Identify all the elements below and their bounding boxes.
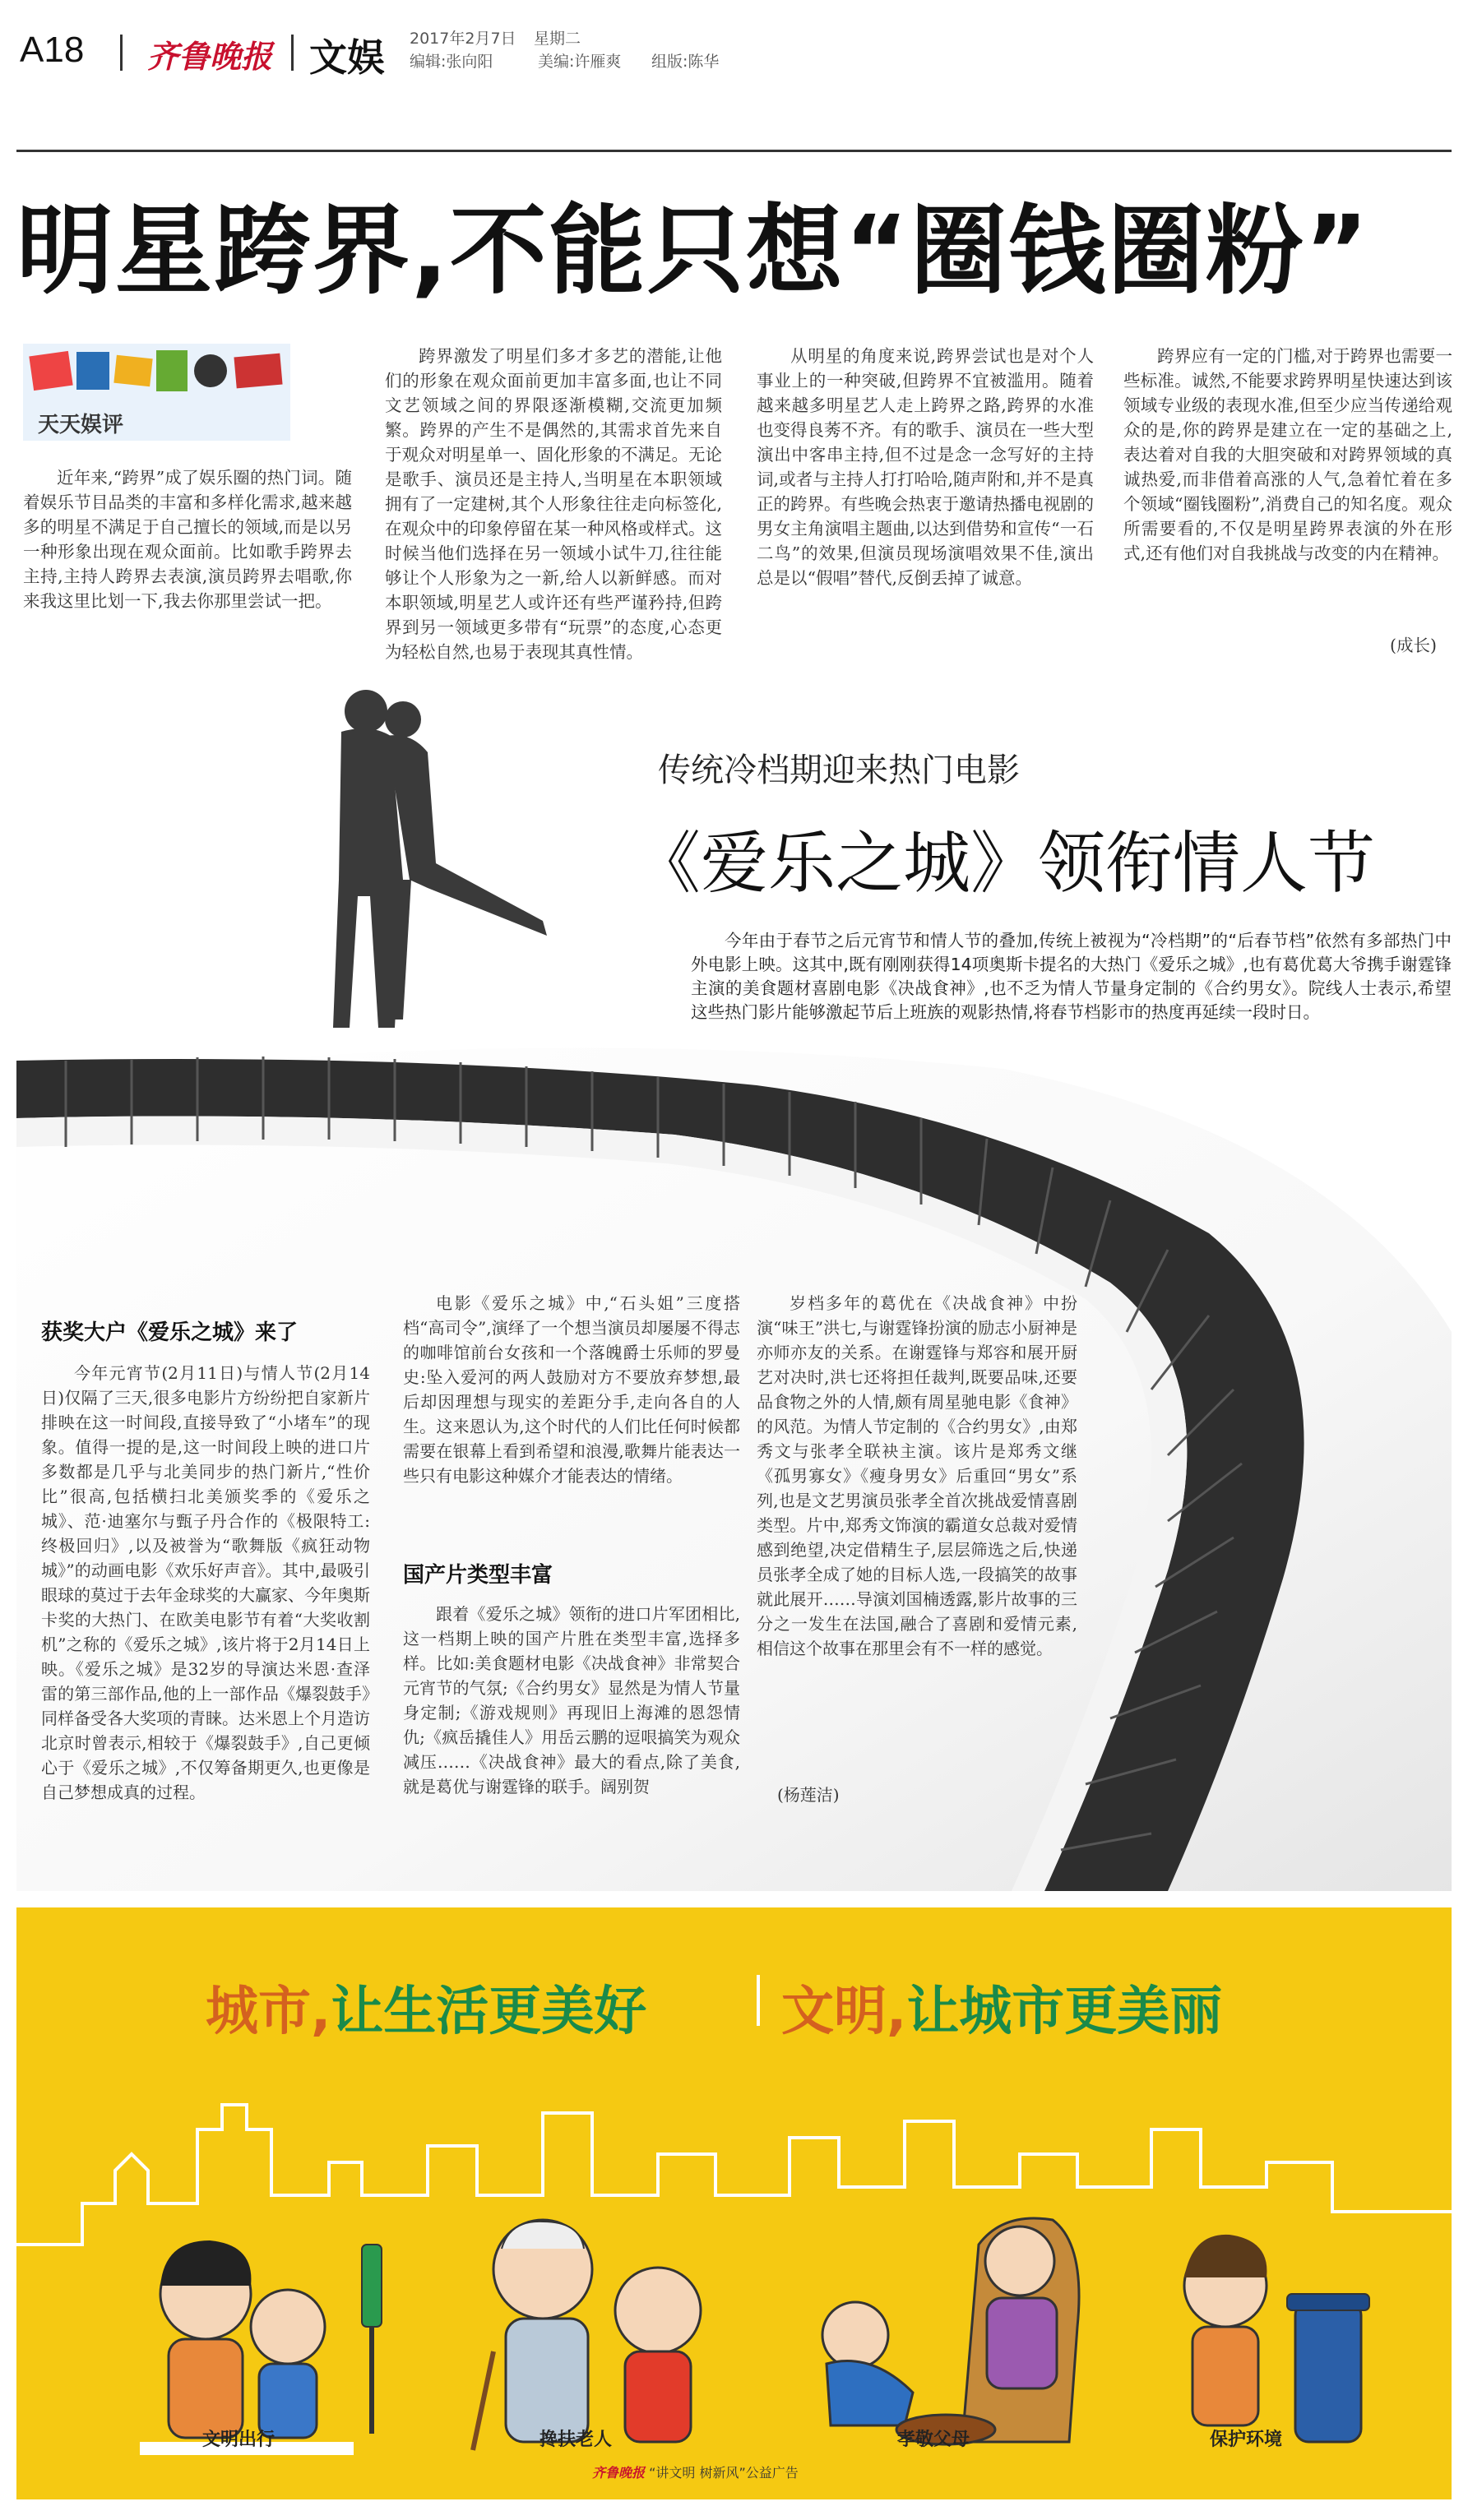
column-text-4: 跨界应有一定的门槛,对于跨界也需要一些标准。诚然,不能要求跨界明星快速达到该领域专业级的表现水准,但至少应当传递给观众的是,你的跨界是建立在一定的基础之上,表达着对自我的大胆突破和对跨界领域的真诚热爱,而非借着高涨的人气,急着忙着在多个领域“圈钱圈粉”,消费自己的知名度。观众所需要看的,不仅是明星跨界表演的外在形式,还有他们对自我挑战与改变的内在精神。 <box>1123 346 1452 563</box>
column-text-3: 从明星的角度来说,跨界尝试也是对个人事业上的一种突破,但跨界不宜被滥用。随着越来越多明星艺人走上跨界之路,跨界的水准也变得良莠不齐。有的歌手、演员在一些大型演出中客串主持,但不过是念一念写好的主持词,或者与主持人打打哈哈,随声附和,并不是真正的跨界。有些晚会热衷于邀请热播电视剧的男女主角演唱主题曲,以达到借势和宣传“一石二鸟”的效果,但演员现场演唱效果不佳,演出总是以“假唱”替代,反倒丢掉了诚意。 <box>757 346 1094 588</box>
column-author: (成长) <box>1390 636 1437 655</box>
feature-title: 《爱乐之城》领衔情人节 <box>633 825 1376 903</box>
section-title: 文娱 <box>309 35 385 80</box>
column-text-2: 跨界激发了明星们多才多艺的潜能,让他们的形象在观众面前更加丰富多面,也让不同文艺领域之间的界限逐渐模糊,交流更加频繁。跨界的产生不是偶然的,其需求首先来自于观众对明星单一、固化形象的不满足。无论是歌手、演员还是主持人,当明星在本职领域拥有了一定建树,其个人形象往往走向标签化,在观众中的印象停留在某一种风格或样式。这时候当他们选择在另一领域小试牛刀,往往能够让个人形象为之一新,给人以新鲜感。而对本职领域,明星艺人或许还有些严谨矜持,但跨界到另一领域更多带有“玩票”的态度,心态更为轻松自然,也易于表现其真性情。 <box>385 346 722 662</box>
ad-slogan-left: 城市,让生活更美好 <box>206 1981 647 2042</box>
page-number: A18 <box>20 30 85 70</box>
ad-caption: 孝敬父母 <box>896 2430 970 2450</box>
ad-slogan-right: 文明,让城市更美丽 <box>781 1981 1223 2042</box>
header-rule <box>16 150 1452 152</box>
paper-logo: 齐鲁晚报 <box>147 38 273 75</box>
section-heading-b: 国产片类型丰富 <box>403 1563 553 1588</box>
issue-weekday: 星期二 <box>534 30 581 48</box>
section-heading-a: 获奖大户《爱乐之城》来了 <box>41 1320 299 1345</box>
proof-credit: 组版:陈华 <box>651 53 720 71</box>
feature-lead: 今年由于春节之后元宵节和情人节的叠加,传统上被视为“冷档期”的“后春节档”依然有多部热门中外电影上映。这其中,既有刚刚获得14项奥斯卡提名的大热门《爱乐之城》,也有葛优葛大爷携手谢霆锋主演的美食题材喜剧电影《决战食神》,也不乏为情人节量身定制的《合约男女》。院线人士表示,希望这些热门影片能够激起节后上班族的观影热情,将春节档影市的热度再延续一段时日。 <box>691 931 1452 1022</box>
feature-column-b2: 跟着《爱乐之城》领衔的进口片军团相比,这一档期上映的国产片胜在类型丰富,选择多样。比如:美食题材电影《决战食神》非常契合元宵节的气氛;《合约男女》显然是为情人节量身定制;《游戏规则》再现旧上海滩的恩怨情仇;《疯岳撬佳人》用岳云鹏的逗哏搞笑为观众减压……《决战食神》最大的看点,除了美食,就是葛优与谢霆锋的联手。阔别贺 <box>403 1604 740 1796</box>
public-service-ad <box>16 1907 1452 2499</box>
feature-column-b1: 电影《爱乐之城》中,“石头姐”三度搭档“高司令”,演绎了一个想当演员却屡屡不得志的咖啡馆前台女孩和一个落魄爵士乐师的罗曼史:坠入爱河的两人鼓励对方不要放弃梦想,最后却因理想与现实的差距分手,走向各自的人生。这来恩认为,这个时代的人们比任何时候都需要在银幕上看到希望和浪漫,歌舞片能表达一些只有电影这种媒介才能表达的情绪。 <box>403 1293 740 1486</box>
feature-subtitle: 传统冷档期迎来热门电影 <box>658 751 1020 789</box>
issue-date: 2017年2月7日 <box>410 30 516 48</box>
ad-caption: 文明出行 <box>201 2430 275 2450</box>
page-headline: 明星跨界,不能只想“圈钱圈粉” <box>16 194 1370 307</box>
column-label: 天天娱评 <box>38 413 124 437</box>
header-divider <box>120 35 123 71</box>
feature-author: (杨莲洁) <box>777 1785 840 1805</box>
page-header <box>20 25 1451 80</box>
environment-figure <box>1184 2235 1369 2442</box>
pedestrian-figures <box>140 2240 382 2455</box>
art-credit: 美编:许雁爽 <box>538 53 622 71</box>
ad-caption: 保护环境 <box>1209 2430 1282 2450</box>
elderly-helper-figures <box>473 2220 701 2450</box>
editor-credit: 编辑:张向阳 <box>410 53 493 71</box>
feature-column-a: 今年元宵节(2月11日)与情人节(2月14日)仅隔了三天,很多电影片方纷纷把自家新片排映在这一时间段,直接导致了“小堵车”的现象。值得一提的是,这一时间段上映的进口片多数都是几乎与北美同步的热门新片,“性价比”很高,包括横扫北美颁奖季的《爱乐之城》、范·迪塞尔与甄子丹合作的《极限特工:终极回归》,以及被誉为“歌舞版《疯狂动物城》”的动画电影《欢乐好声音》。其中,最吸引眼球的莫过于去年金球奖的大赢家、今年奥斯卡奖的大热门、在欧美电影节有着“大奖收割机”之称的《爱乐之城》,该片将于2月14日上映。《爱乐之城》是32岁的导演达米恩·查泽雷的第三部作品,他的上一部作品《爆裂鼓手》同样备受各大奖项的青睐。达米恩上个月造访北京时曾表示,相较于《爆裂鼓手》,自己更倾心于《爱乐之城》,不仅筹备期更久,也更像是自己梦想成真的过程。 <box>41 1363 370 1802</box>
column-text-1: 近年来,“跨界”成了娱乐圈的热门词。随着娱乐节目品类的丰富和多样化需求,越来越多的明星不满足于自己擅长的领域,而是以另一种形象出现在观众面前。比如歌手跨界去主持,主持人跨界去表演,演员跨界去唱歌,你来我这里比划一下,我去你那里尝试一把。 <box>23 468 352 611</box>
filial-piety-figures <box>822 2218 1079 2444</box>
column-label-box <box>23 344 290 441</box>
movie-strip-icon <box>23 344 290 400</box>
ad-caption: 搀扶老人 <box>539 2430 612 2450</box>
ad-divider <box>757 1975 760 2026</box>
feature-column-c: 岁档多年的葛优在《决战食神》中扮演“味王”洪七,与谢霆锋扮演的励志小厨神是亦师亦友的关系。在谢霆锋与郑容和展开厨艺对决时,洪七还将担任裁判,既要品味,还要品食物之外的人情,颇有周星驰电影《食神》的风范。为情人节定制的《合约男女》,由郑秀文与张孝全联袂主演。该片是郑秀文继《孤男寡女》《瘦身男女》后重回“男女”系列,也是文艺男演员张孝全首次挑战爱情喜剧类型。片中,郑秀文饰演的霸道女总裁对爱情感到绝望,决定借精生子,层层筛选之后,快递员张孝全成了她的目标人选,一段搞笑的故事就此展开……导演刘国楠透露,影片故事的三分之一发生在法国,融合了喜剧和爱情元素,相信这个故事在那里会有不一样的感觉。 <box>757 1293 1077 1658</box>
header-divider <box>291 35 294 71</box>
ad-footer: 齐鲁晚报 “讲文明 树新风”公益广告 <box>592 2465 799 2481</box>
